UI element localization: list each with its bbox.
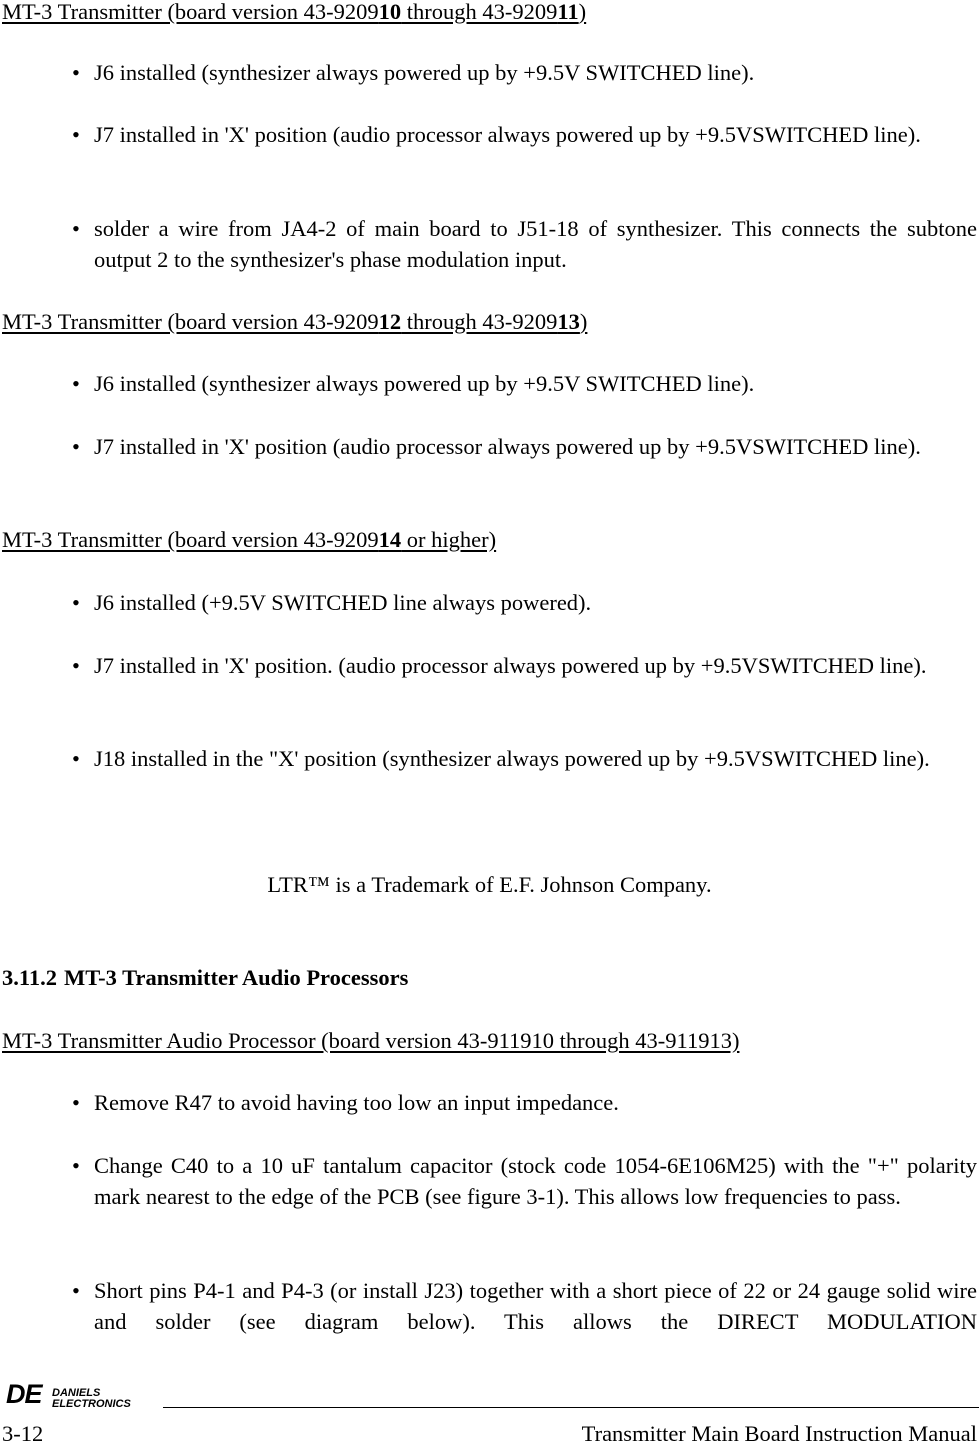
bullet-text: J7 installed in 'X' position (audio processor always powered up by +9.5VSWITCHED line). [94, 434, 921, 459]
bullet-icon: • [72, 590, 80, 615]
bullet-icon: • [72, 60, 80, 85]
bullet-icon: • [72, 1090, 80, 1115]
section-heading-board-10-11 [2, 0, 586, 27]
bullet-icon: • [72, 122, 80, 147]
bullet-text: J7 installed in 'X' position (audio processor always powered up by +9.5VSWITCHED line). [94, 122, 921, 147]
bullet-text: solder a wire from JA4-2 of main board to J51-18 of synthesizer. This connects the subtone output 2 to the synthesizer's phase modulation input. [94, 216, 977, 272]
heading-bold-version: 13 [557, 309, 580, 334]
footer-rule [163, 1407, 979, 1408]
bullet-text: Change C40 to a 10 uF tantalum capacitor (stock code 1054-6E106M25) with the "+" polarity mark nearest to the edge of the PCB (see figure 3-1). This allows low frequencies to pass. [94, 1153, 977, 1209]
bullet-icon: • [72, 746, 80, 771]
heading-text: or higher) [401, 527, 497, 552]
heading-text: ) [578, 0, 587, 24]
heading-bold-version: 12 [378, 309, 402, 334]
heading-text: ) [579, 309, 588, 334]
heading-bold-version: 10 [378, 0, 402, 24]
heading-bold-version: 14 [378, 527, 402, 552]
bullet-icon: • [72, 434, 80, 459]
bullet-icon: • [72, 371, 80, 396]
heading-text: MT-3 Transmitter (board version 43-9209 [2, 309, 379, 334]
manual-title: Transmitter Main Board Instruction Manual [581, 1421, 977, 1446]
bullet-icon: • [72, 653, 80, 678]
daniels-logo-letters: DE [6, 1379, 42, 1409]
bullet-text: J6 installed (+9.5V SWITCHED line always powered). [94, 590, 592, 615]
page-number: 3-12 [2, 1421, 44, 1446]
bullet-text: J18 installed in the "X' position (synthesizer always powered up by +9.5VSWITCHED line). [94, 746, 930, 771]
logo-line-2: ELECTRONICS [52, 1398, 131, 1410]
bullet-text: Remove R47 to avoid having too low an input impedance. [94, 1090, 619, 1115]
heading-text: through 43-9209 [401, 309, 558, 334]
bullet-text: J6 installed (synthesizer always powered up by +9.5V SWITCHED line). [94, 60, 755, 85]
section-title: MT-3 Transmitter Audio Processors [64, 965, 409, 990]
section-heading-board-12-13 [2, 306, 587, 337]
bullet-text: J7 installed in 'X' position. (audio processor always powered up by +9.5VSWITCHED line). [94, 653, 927, 678]
heading-text: MT-3 Transmitter (board version 43-9209 [2, 0, 379, 24]
bullet-icon: • [72, 1153, 80, 1178]
audio-processor-subheading: MT-3 Transmitter Audio Processor (board version 43-911910 through 43-911913) [2, 1028, 740, 1053]
section-heading-board-14-higher [2, 524, 496, 555]
logo-line-1: DANIELS [52, 1387, 101, 1399]
bullet-icon: • [72, 1278, 80, 1303]
bullet-icon: • [72, 216, 80, 241]
section-number: 3.11.2 [2, 965, 58, 990]
bullet-text: J6 installed (synthesizer always powered up by +9.5V SWITCHED line). [94, 371, 755, 396]
trademark-notice: LTR™ is a Trademark of E.F. Johnson Company. [267, 872, 712, 897]
bullet-text: Short pins P4-1 and P4-3 (or install J23) together with a short piece of 22 or 24 gauge solid wire and solder (see diagram below). This allows the DIRECT MODULATION [94, 1278, 977, 1334]
heading-text: through 43-9209 [401, 0, 558, 24]
heading-text: MT-3 Transmitter (board version 43-9209 [2, 527, 379, 552]
daniels-logo-wordmark [52, 1388, 131, 1410]
heading-bold-version: 11 [557, 0, 579, 24]
